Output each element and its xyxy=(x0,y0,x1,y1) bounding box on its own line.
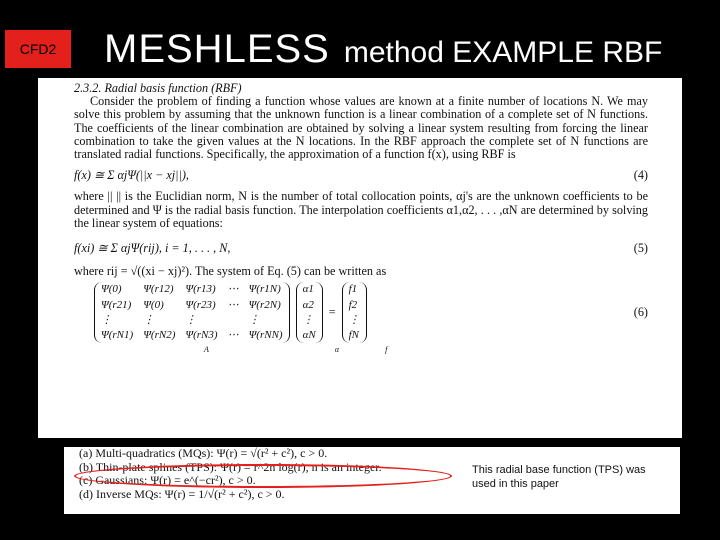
matrix-cell: ⋮ xyxy=(143,313,155,326)
matrix-cell: Ψ(0) xyxy=(143,298,164,311)
matrix-cell: ⋮ xyxy=(185,313,197,326)
matrix-cell xyxy=(228,314,239,327)
equation-5 xyxy=(74,242,648,255)
title-main: MESHLESS xyxy=(104,27,330,71)
matrix-a xyxy=(94,282,290,343)
matrix-cell: Ψ(r13) xyxy=(185,283,216,296)
matrix-cell: Ψ(r23) xyxy=(185,298,216,311)
matrix-cell: Ψ(r12) xyxy=(143,283,174,296)
vector-f xyxy=(342,282,367,343)
matrix-cell: Ψ(rN3) xyxy=(185,329,218,342)
matrix-cell: ⋮ xyxy=(248,313,260,326)
label-alpha: α xyxy=(334,345,340,355)
slide-badge: CFD2 xyxy=(5,30,71,68)
rbf-item-inverse-mq: (d) Inverse MQs: Ψ(r) = 1/√(r² + c²), c > 0. xyxy=(79,486,285,501)
equation-6 xyxy=(74,282,648,343)
equation-4-number: (4) xyxy=(633,168,648,183)
vector-alpha xyxy=(296,282,323,343)
equation-4-body: f(x) ≅ Σ αjΨ(||x − xj||), xyxy=(74,168,189,183)
paragraph-1: Consider the problem of finding a function whose values are known at a finite number of locations N. We may solve this problem by assuming that the unknown function is a linear combination of a complete set of N functions. The coefficients of the linear combination are obtained by solving a linear system resulting from forcing the linear combination to take the given values at the N locations. In the RBF approach the complete set of N functions are translated radial functions. Specifically, the approximation of a function f(x), using RBF is xyxy=(74,94,648,162)
equation-4 xyxy=(74,169,648,182)
matrix-cell: Ψ(rNN) xyxy=(248,329,283,342)
slide-title xyxy=(104,27,662,72)
matrix-cell: Ψ(rN1) xyxy=(101,329,134,342)
matrix-cell: ⋯ xyxy=(227,329,239,342)
matrix-labels xyxy=(204,343,648,356)
f-cell: f1 xyxy=(348,283,358,296)
matrix-cell: ⋯ xyxy=(227,283,239,296)
highlight-ellipse xyxy=(74,464,452,488)
matrix-cell: Ψ(r21) xyxy=(101,298,132,311)
f-cell: ⋮ xyxy=(348,313,360,326)
alpha-cell: α1 xyxy=(302,283,314,296)
matrix-cell: Ψ(r1N) xyxy=(248,283,281,296)
title-rest: method EXAMPLE RBF xyxy=(343,36,663,69)
matrix-cell: Ψ(r2N) xyxy=(248,298,281,311)
annotation-note: This radial base function (TPS) was used in this paper xyxy=(472,464,646,490)
section-heading: 2.3.2. Radial basis function (RBF) xyxy=(74,81,242,95)
rbf-item-tps: (b) Thin-plate splines (TPS): Ψ(r) = r^2n log(r), n is an integer. xyxy=(79,459,382,474)
label-f: f xyxy=(385,345,388,355)
equation-5-number: (5) xyxy=(633,241,648,256)
paragraph-2: where || || is the Euclidian norm, N is the number of total collocation points, αj's are the unknown coefficients to be determined and Ψ is the radial basis function. The interpolation coefficients α1,α2, . . . ,αN are determined by solving the linear system of equations: xyxy=(74,189,648,230)
matrix-cell: ⋮ xyxy=(101,313,112,326)
f-cell: fN xyxy=(348,329,359,342)
equation-6-number: (6) xyxy=(633,305,648,320)
equation-5-body: f(xi) ≅ Σ αjΨ(rij), i = 1, . . . , N, xyxy=(74,241,231,256)
matrix-system xyxy=(94,282,367,343)
paragraph-3: where rij = √((xi − xj)²). The system of Eq. (5) can be written as xyxy=(74,264,387,279)
matrix-cell: ⋯ xyxy=(227,298,239,311)
alpha-cell: αN xyxy=(302,329,316,342)
equals-sign: = xyxy=(328,305,336,320)
alpha-cell: ⋮ xyxy=(302,313,314,326)
f-cell: f2 xyxy=(348,298,358,311)
matrix-cell: Ψ(0) xyxy=(101,283,122,296)
alpha-cell: α2 xyxy=(302,298,314,311)
rbf-item-gaussian: (c) Gaussians: Ψ(r) = e^(−cr²), c > 0. xyxy=(79,473,256,488)
matrix-cell: Ψ(rN2) xyxy=(143,329,176,342)
label-a: A xyxy=(204,345,209,355)
paper-excerpt xyxy=(38,78,682,438)
rbf-item-mq: (a) Multi-quadratics (MQs): Ψ(r) = √(r² + c²), c > 0. xyxy=(79,446,328,460)
